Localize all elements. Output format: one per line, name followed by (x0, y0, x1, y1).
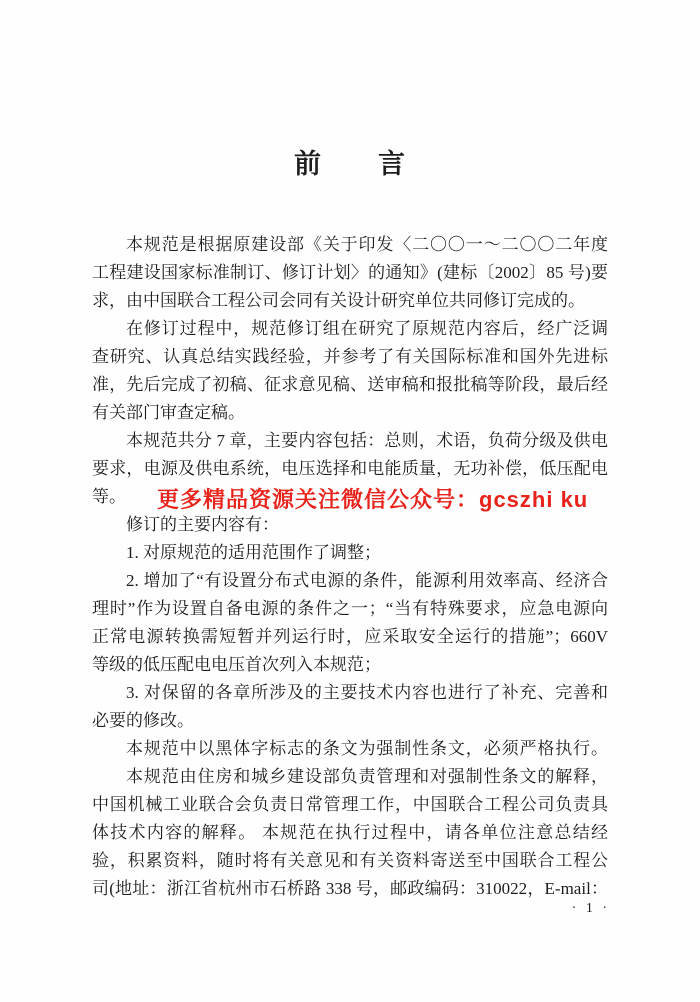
text-line: 等级的低压配电电压首次列入本规范； (92, 655, 381, 674)
text-line: 体技术内容的解释。 本规范在执行过程中，请各单位注意总结经 (92, 823, 608, 842)
text-line: 2. 增加了“有设置分布式电源的条件，能源利用效率高、经济合 (126, 571, 608, 590)
text-line: 本规范是根据原建设部《关于印发〈二〇〇一～二〇〇二年度 (126, 235, 608, 254)
text-line: 本规范由住房和城乡建设部负责管理和对强制性条文的解释， (126, 767, 608, 786)
text-line: 正常电源转换需短暂并列运行时，应采取安全运行的措施”；660V (92, 627, 608, 646)
text-line: 有关部门审查定稿。 (92, 403, 245, 422)
body-text (92, 231, 608, 903)
watermark-text: 更多精品资源关注微信公众号：gcszhi ku (157, 487, 589, 512)
text-line: 修订的主要内容有： (126, 515, 279, 534)
page-number: · 1 · (571, 901, 610, 916)
page-title: 前 言 (294, 149, 406, 179)
text-line: 验，积累资料，随时将有关意见和有关资料寄送至中国联合工程公 (92, 851, 608, 870)
text-line: 本规范共分 7 章，主要内容包括：总则，术语，负荷分级及供电 (126, 431, 608, 450)
text-line: 求，由中国联合工程公司会同有关设计研究单位共同修订完成的。 (92, 291, 585, 310)
text-line: 1. 对原规范的适用范围作了调整； (126, 543, 381, 562)
text-line: 要求，电源及供电系统，电压选择和电能质量，无功补偿，低压配电 (92, 459, 608, 478)
text-line: 准，先后完成了初稿、征求意见稿、送审稿和报批稿等阶段，最后经 (92, 375, 608, 394)
text-line: 等。 (92, 487, 126, 506)
text-line: 3. 对保留的各章所涉及的主要技术内容也进行了补充、完善和 (126, 683, 608, 702)
text-line: 工程建设国家标准制订、修订计划〉的通知》(建标〔2002〕85 号)要 (92, 263, 608, 282)
text-line: 中国机械工业联合会负责日常管理工作，中国联合工程公司负责具 (92, 795, 608, 814)
text-line: 本规范中以黑体字标志的条文为强制性条文，必须严格执行。 (126, 739, 608, 758)
text-line: 理时”作为设置自备电源的条件之一；“当有特殊要求，应急电源向 (92, 599, 608, 618)
text-line: 在修订过程中，规范修订组在研究了原规范内容后，经广泛调 (126, 319, 608, 338)
text-line: 必要的修改。 (92, 711, 194, 730)
text-line: 司(地址：浙江省杭州市石桥路 338 号，邮政编码：310022，E-mail： (92, 879, 608, 898)
text-line: 查研究、认真总结实践经验，并参考了有关国际标准和国外先进标 (92, 347, 608, 366)
